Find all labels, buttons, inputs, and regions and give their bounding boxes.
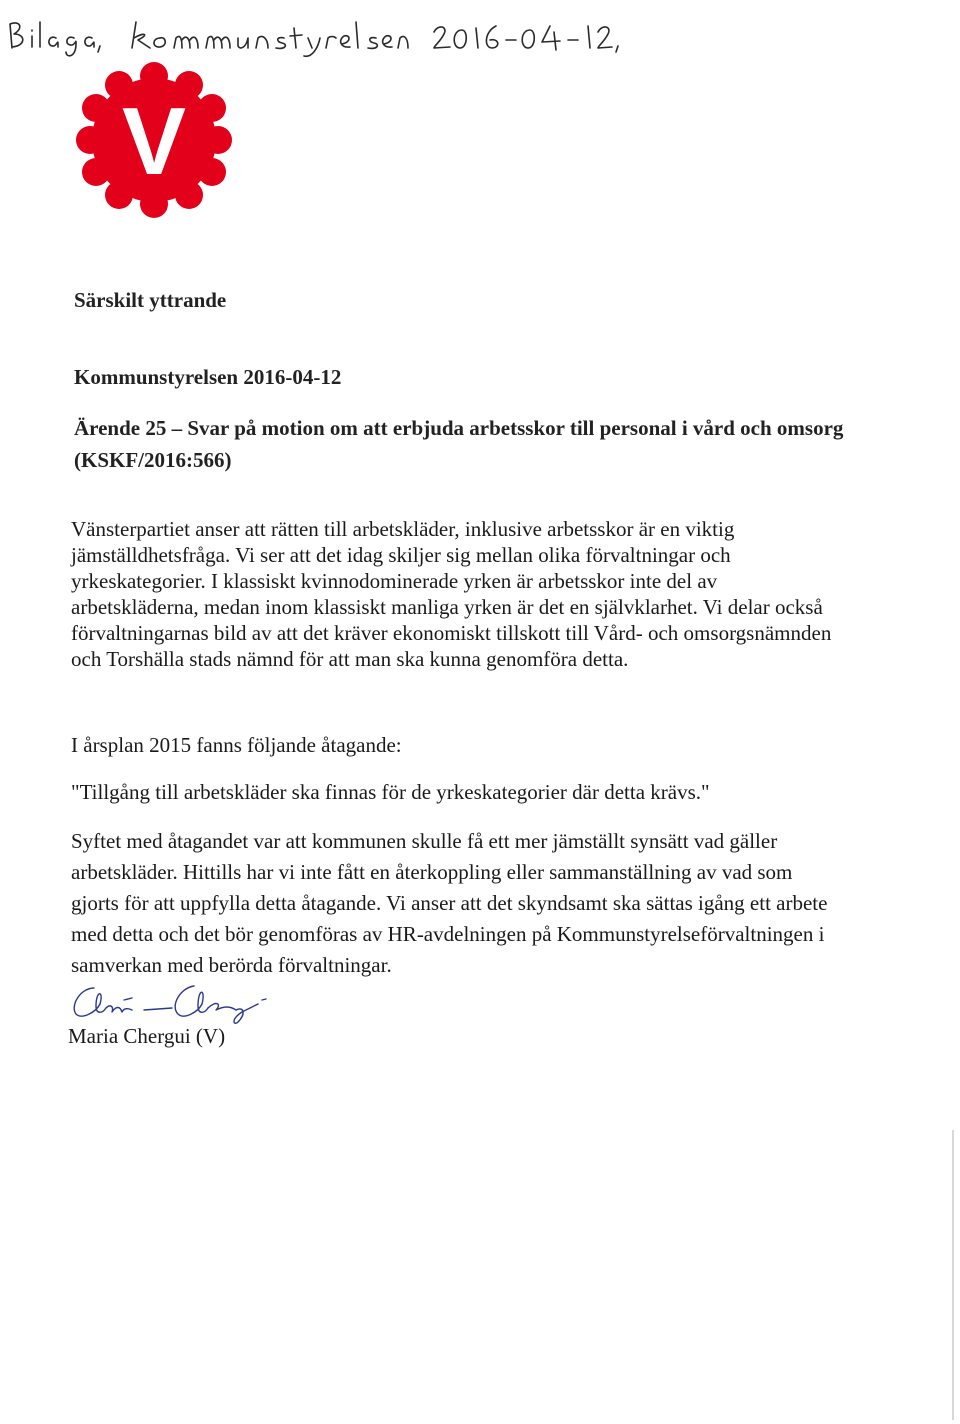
paragraph-annual-plan: I årsplan 2015 fanns följande åtagande: [71,733,402,757]
paragraph-purpose: Syftet med åtagandet var att kommunen skulle få ett mer jämställt synsätt vad gäller arbetskläder. Hittills har vi inte fått en återkoppling eller sammanställning av vad som gjorts för att uppfylla detta åtagande. Vi anser att det skyndsamt ska sättas igång ett arbete med detta och det bör genomföras av HR-avdelningen på Kommunstyrelseförvaltningen i samverkan med berörda förvaltningar. [71,829,828,977]
meeting-date-heading: Kommunstyrelsen 2016-04-12 [74,365,342,389]
paragraph-commitment-quote: "Tillgång till arbetskläder ska finnas för de yrkeskategorier där detta krävs." [71,780,710,804]
scan-edge-mark [952,1130,954,1420]
party-logo [76,62,232,218]
case-title: Ärende 25 – Svar på motion om att erbjuda arbetsskor till personal i vård och omsorg (KSKF/2016:566) [74,416,844,472]
logo-letter: V [121,88,187,195]
document-heading: Särskilt yttrande [74,288,227,312]
signature-icon [66,980,296,1030]
signer-name: Maria Chergui (V) [68,1024,226,1048]
paragraph-position: Vänsterpartiet anser att rätten till arbetskläder, inklusive arbetsskor är en viktig jämställdhetsfråga. Vi ser att det idag skiljer sig mellan olika förvaltningar och yrkeskategorier. I klassiskt kvinnodominerade yrken är arbetsskor inte del av arbetskläderna, medan inom klassiskt manliga yrken är det en självklarhet. Vi delar också förvaltningarnas bild av att det kräver ekonomiskt tillskott till Vård- och omsorgsnämnden och Torshälla stads nämnd för att man ska kunna genomföra detta. [71,517,832,671]
handwritten-note [4,14,644,58]
